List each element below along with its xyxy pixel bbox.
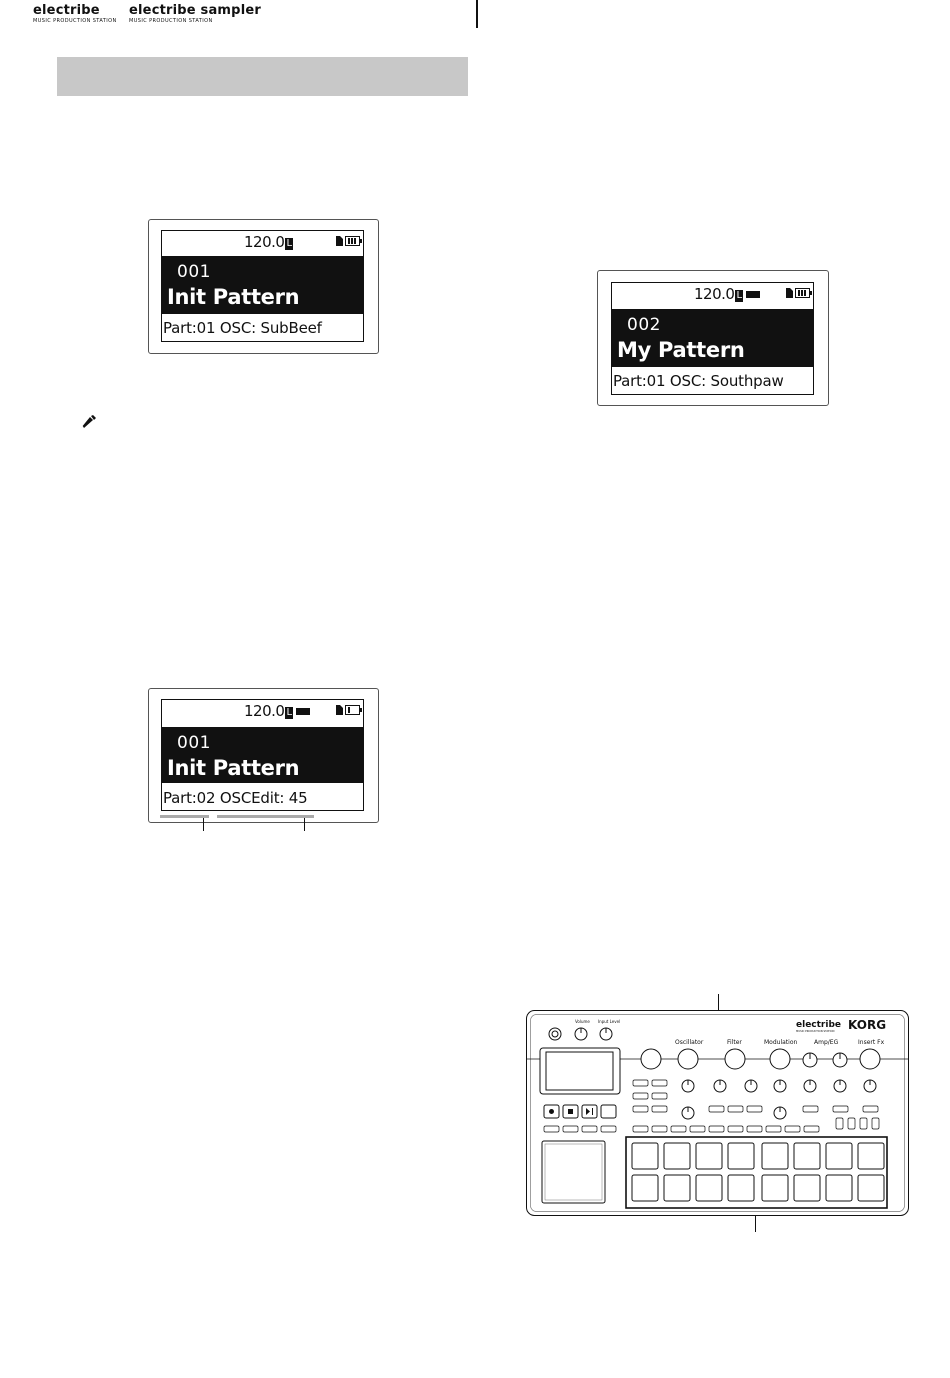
lcd-pattern-block [162, 727, 363, 783]
lcd-display-3 [597, 270, 829, 406]
device-product-name: electribe [796, 1020, 841, 1030]
lcd-pattern-number: 001 [177, 733, 211, 753]
lcd-tempo-value: 120.0 [244, 233, 285, 251]
lcd-pattern-name: Init Pattern [167, 285, 300, 309]
status-indicator [746, 291, 760, 298]
lcd-display-1 [148, 219, 379, 354]
file-icon [786, 288, 793, 298]
lcd-tempo [244, 234, 293, 250]
file-icon [336, 705, 343, 715]
lcd-tempo [694, 286, 743, 302]
device-section-modulation: Modulation [764, 1039, 798, 1046]
battery-low-icon [345, 705, 360, 715]
device-volume-label: Volume [575, 1019, 590, 1024]
lcd-tempo-value: 120.0 [244, 702, 285, 720]
status-indicator [296, 708, 310, 715]
callout-osc-leader [304, 818, 305, 831]
lcd-part-line: Part:01 OSC: SubBeef [163, 319, 322, 337]
lcd-pattern-name: Init Pattern [167, 756, 300, 780]
brand-electribe-sampler-subtitle: MUSIC PRODUCTION STATION [129, 18, 213, 24]
note-pencil-icon [80, 414, 100, 428]
lcd-part-line: Part:02 OSCEdit: 45 [163, 789, 308, 807]
lcd-tempo-value: 120.0 [694, 285, 735, 303]
brand-electribe-subtitle: MUSIC PRODUCTION STATION [33, 18, 117, 24]
electribe-device [526, 1010, 909, 1216]
lcd-pattern-block [162, 256, 363, 314]
lcd-pattern-block [612, 309, 813, 367]
lcd-part-line: Part:01 OSC: Southpaw [613, 372, 784, 390]
brand-electribe-sampler [129, 4, 261, 24]
device-section-amp-eg: Amp/EG [814, 1039, 839, 1046]
brand-electribe-sampler-name: electribe sampler [129, 3, 261, 18]
file-icon [336, 236, 343, 246]
device-section-insert-fx: Insert Fx [858, 1039, 885, 1046]
device-section-oscillator: Oscillator [675, 1039, 704, 1046]
section-heading-bar [57, 57, 468, 96]
lcd-pattern-number: 002 [627, 315, 661, 335]
lcd-pattern-name: My Pattern [617, 338, 745, 362]
lcd-tempo [244, 703, 293, 719]
lcd-tempo-flag: L [736, 290, 742, 301]
brand-electribe [33, 4, 117, 24]
column-divider [476, 0, 478, 28]
lcd-pattern-number: 001 [177, 262, 211, 282]
lcd-display-2 [148, 688, 379, 823]
callout-part-leader [203, 818, 204, 831]
device-maker-logo: KORG [848, 1018, 887, 1032]
device-section-filter: Filter [727, 1039, 742, 1046]
battery-full-icon [345, 236, 360, 246]
device-product-sub: MUSIC PRODUCTION STATION [796, 1030, 835, 1033]
device-drawing [526, 1010, 909, 1216]
callout-part-underline [160, 815, 209, 818]
device-input-level-label: Input Level [598, 1019, 621, 1024]
lcd-tempo-flag: L [286, 238, 292, 249]
lcd-tempo-flag: L [286, 707, 292, 718]
battery-full-icon [795, 288, 810, 298]
brand-electribe-name: electribe [33, 3, 100, 18]
callout-osc-underline [217, 815, 314, 818]
